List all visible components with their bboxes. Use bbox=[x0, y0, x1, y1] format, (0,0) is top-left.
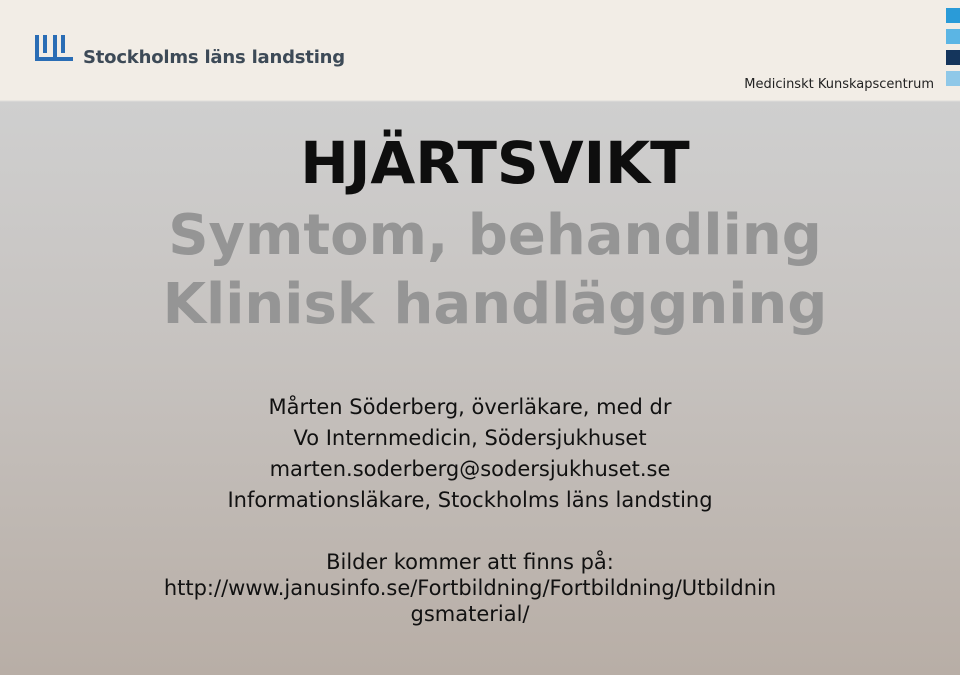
slides-url-part-2[interactable]: gsmaterial/ bbox=[410, 602, 530, 626]
slide-header bbox=[0, 0, 960, 100]
author-email[interactable]: marten.soderberg@sodersjukhuset.se bbox=[269, 457, 671, 481]
center-name: Medicinskt Kunskapscentrum bbox=[744, 77, 934, 92]
square-4 bbox=[946, 71, 960, 86]
square-1 bbox=[946, 8, 960, 23]
slide-title: HJÄRTSVIKT bbox=[300, 129, 690, 197]
decorative-squares bbox=[944, 8, 960, 92]
author-name: Mårten Söderberg, överläkare, med dr bbox=[268, 395, 672, 419]
slides-url-part-1[interactable]: http://www.janusinfo.se/Fortbildning/Fortbildning/Utbildnin bbox=[163, 576, 777, 600]
logo-text: Stockholms läns landsting bbox=[83, 47, 345, 68]
sll-logo-icon bbox=[33, 33, 77, 67]
square-3 bbox=[946, 50, 960, 65]
author-role: Informationsläkare, Stockholms läns landsting bbox=[227, 488, 713, 512]
author-department: Vo Internmedicin, Södersjukhuset bbox=[293, 426, 647, 450]
slides-link-intro: Bilder kommer att finns på: bbox=[326, 550, 614, 574]
slide-subtitle-1: Symtom, behandling bbox=[168, 203, 822, 268]
square-2 bbox=[946, 29, 960, 44]
slide-subtitle-2: Klinisk handläggning bbox=[162, 272, 828, 337]
author-info bbox=[0, 392, 940, 516]
slides-link-info bbox=[0, 549, 940, 627]
